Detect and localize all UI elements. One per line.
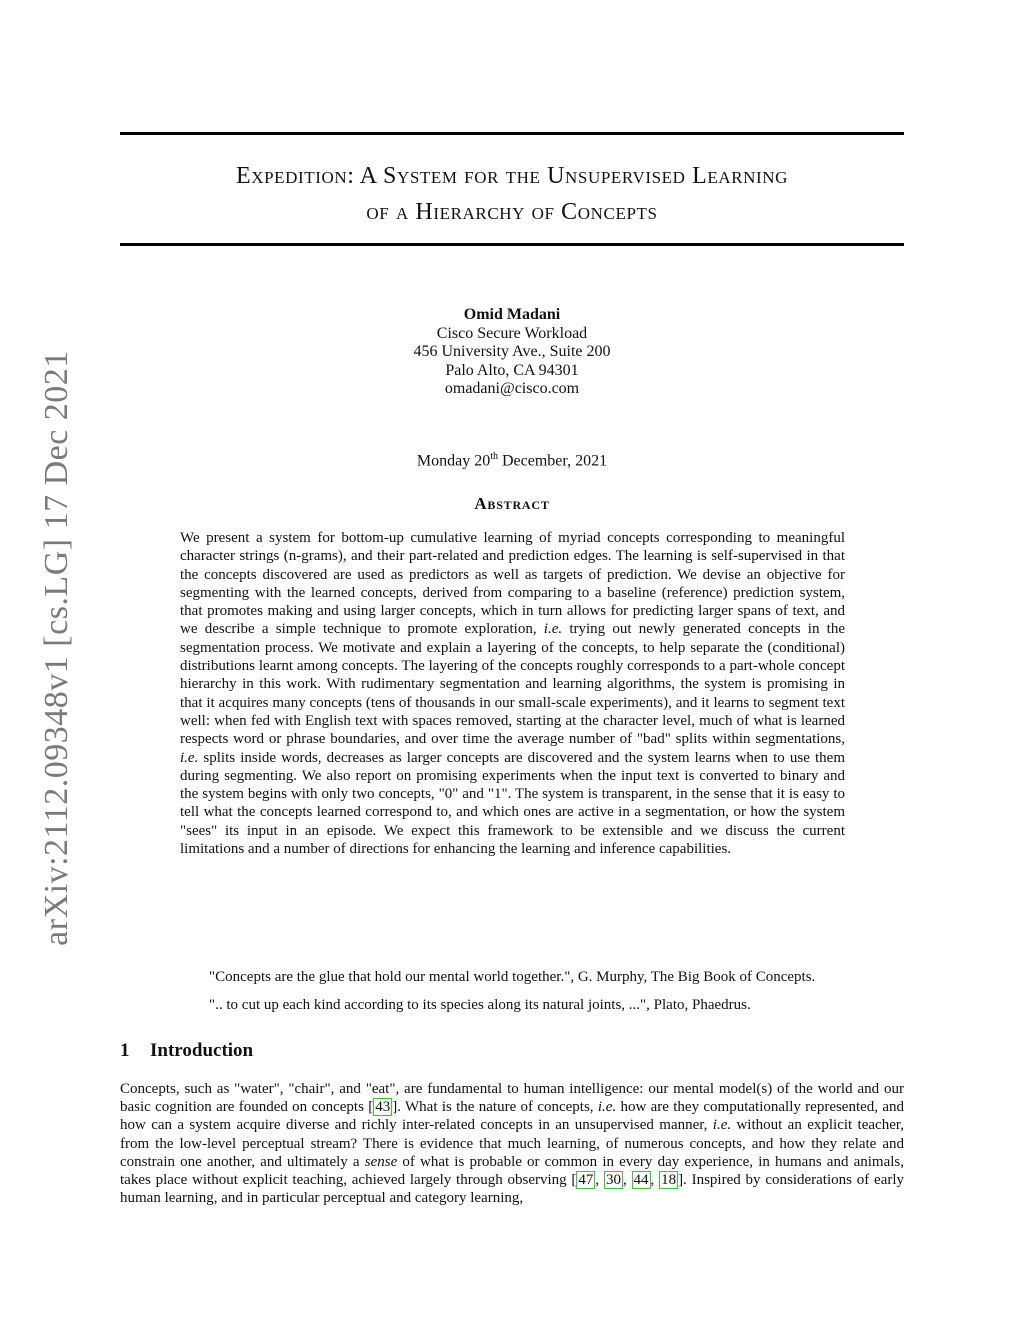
- intro-text-6: ]. Inspired by considerations of early human learning, and in particular perceptual and category learning,: [120, 1172, 905, 1207]
- abstract-body: [180, 529, 845, 858]
- paper-title-line-2: of a Hierarchy of Concepts: [366, 199, 658, 225]
- intro-text-5: of what is probable or common in every day experience, in humans and animals, takes place without explicit teaching, achieved largely through observing [: [120, 1153, 905, 1189]
- intro-sense-emphasis: sense: [364, 1153, 398, 1170]
- intro-text-4: without an explicit teacher, from the low-level perceptual stream? There is evidence that much learning, of numerous concepts, and how they relate and constrain one another, and ultimately a: [120, 1117, 904, 1170]
- date-prefix: Monday 20: [416, 452, 491, 470]
- arxiv-identifier-stamp: arXiv:2112.09348v1 [cs.LG] 17 Dec 2021: [38, 350, 75, 946]
- citation-link-43[interactable]: 43: [375, 1099, 391, 1116]
- intro-ie-2: i.e.: [712, 1117, 732, 1134]
- citation-link-18[interactable]: 18: [661, 1172, 677, 1189]
- introduction-paragraph: [120, 1080, 904, 1207]
- abstract-text-part-2: trying out newly generated concepts in the segmentation process. We motivate and explain a layering of the concepts, to help separate the (conditional) distributions learnt among concepts. The layering of the concepts roughly corresponds to a part-whole concept hierarchy in this work. With rudimentary segmentation and learning algorithms, the system is promising in that it acquires many concepts (tens of thousands in our small-scale experiments), and it learns to segment text well: when fed with English text with spaces removed, starting at the character level, much of what is learned respects word or phrase boundaries, and over time the average number of "bad" splits within segmentations,: [180, 621, 845, 748]
- title-top-rule: [120, 132, 904, 135]
- abstract-heading: Abstract: [474, 494, 550, 513]
- author-address-line-2: Palo Alto, CA 94301: [445, 361, 579, 379]
- intro-ie-1: i.e.: [597, 1099, 617, 1116]
- author-email: omadani@cisco.com: [444, 380, 580, 397]
- intro-text-3: how are they computationally represented, and how can a system acquire diverse and richly inter-related concepts in an unsupervised manner,: [120, 1099, 905, 1134]
- abstract-text-part-1: We present a system for bottom-up cumulative learning of myriad concepts corresponding to meaningful character strings (n-grams), and their part-related and prediction edges. The learning is self-supervised in that the concepts discovered are used as predictors as well as targets of prediction. We devise an objective for segmenting with the learned concepts, derived from comparing to a baseline (reference) prediction system, that promotes making and using larger concepts, which in turn allows for predicting larger spans of text, and we describe a simple technique to promote exploration,: [180, 530, 845, 638]
- section-number: 1: [120, 1040, 130, 1061]
- abstract-ie-1: i.e.: [543, 621, 563, 638]
- citation-link-47[interactable]: 47: [578, 1172, 594, 1189]
- author-address-line-1: 456 University Ave., Suite 200: [413, 343, 611, 360]
- author-block: [312, 306, 712, 399]
- date-ordinal: th: [490, 451, 498, 462]
- abstract-ie-2: i.e.: [180, 749, 199, 766]
- citation-separator: ,: [650, 1172, 660, 1189]
- section-title: Introduction: [150, 1040, 254, 1061]
- citation-link-30[interactable]: 30: [605, 1172, 621, 1189]
- citation-link-44[interactable]: 44: [633, 1172, 649, 1189]
- abstract-text-part-3: splits inside words, decreases as larger concepts are discovered and the system learns when to use them during segmenting. We also report on promising experiments when the input text is converted to binary and the system begins with only two concepts, "0" and "1". The system is transparent, in the sense that it is easy to tell what the concepts learned correspond to, and which ones are active in a segmentation, or how the system "sees" its input in an episode. We expect this framework to be extensible and we discuss the current limitations and a number of directions for enhancing the learning and inference capabilities.: [180, 749, 845, 858]
- author-name: Omid Madani: [463, 306, 561, 323]
- title-bottom-rule: [120, 243, 904, 246]
- intro-text-2: ]. What is the nature of concepts,: [392, 1099, 598, 1116]
- paper-date: [312, 451, 712, 470]
- paper-title: [120, 158, 904, 230]
- paper-title-line-1: Expedition: A System for the Unsupervised Learning: [235, 163, 789, 189]
- citation-separator: ,: [622, 1172, 632, 1189]
- citation-separator: ,: [595, 1172, 604, 1189]
- epigraph-quote-1: "Concepts are the glue that hold our mental world together.", G. Murphy, The Big Book of Concepts.: [209, 969, 816, 985]
- epigraph-quote-2: ".. to cut up each kind according to its species along its natural joints, ...", Plato, Phaedrus.: [209, 997, 751, 1013]
- section-heading: [120, 1040, 253, 1062]
- intro-text-1: Concepts, such as "water", "chair", and "eat", are fundamental to human intelligence: our mental model(s) of the world and our basic cognition are founded on concepts [: [120, 1081, 904, 1116]
- author-affiliation: Cisco Secure Workload: [436, 324, 588, 342]
- date-rest: December, 2021: [498, 452, 608, 470]
